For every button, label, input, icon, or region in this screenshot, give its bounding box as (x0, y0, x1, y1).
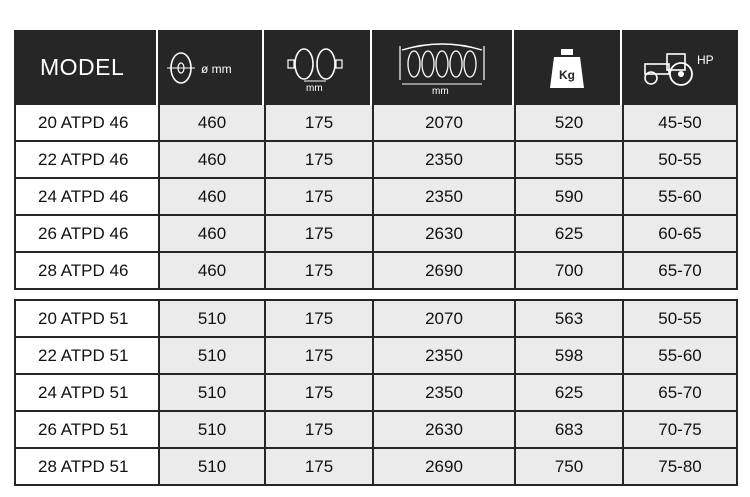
disc-diameter-cell: 510 (158, 338, 264, 373)
disc-spacing-cell: 175 (264, 449, 372, 484)
header-weight (514, 30, 622, 105)
model-cell: 22 ATPD 51 (14, 338, 158, 373)
weight-cell: 625 (514, 216, 622, 251)
working-width-cell: 2070 (372, 105, 514, 140)
disc-spacing-cell: 175 (264, 216, 372, 251)
working-width-label: mm (432, 85, 449, 96)
working-width-cell: 2690 (372, 449, 514, 484)
table-row (14, 177, 738, 214)
power-cell: 55-60 (622, 179, 738, 214)
weight-cell: 555 (514, 142, 622, 177)
table-row (14, 336, 738, 373)
disc-diameter-cell: 460 (158, 105, 264, 140)
table-group-51 (14, 299, 738, 486)
disc-spacing-cell: 175 (264, 412, 372, 447)
disc-diameter-cell: 460 (158, 253, 264, 288)
working-width-cell: 2350 (372, 338, 514, 373)
disc-spacing-cell: 175 (264, 301, 372, 336)
power-cell: 45-50 (622, 105, 738, 140)
working-width-cell: 2350 (372, 142, 514, 177)
header-model: MODEL (14, 30, 158, 105)
working-width-cell: 2690 (372, 253, 514, 288)
power-cell: 50-55 (622, 142, 738, 177)
disc-spacing-cell: 175 (264, 338, 372, 373)
model-cell: 26 ATPD 51 (14, 412, 158, 447)
power-cell: 75-80 (622, 449, 738, 484)
table-row (14, 251, 738, 288)
model-cell: 22 ATPD 46 (14, 142, 158, 177)
disc-spacing-cell: 175 (264, 375, 372, 410)
model-cell: 20 ATPD 46 (14, 105, 158, 140)
disc-spacing-icon (282, 43, 352, 93)
weight-icon (547, 46, 587, 90)
working-width-cell: 2630 (372, 412, 514, 447)
header-working-width (372, 30, 514, 105)
power-cell: 70-75 (622, 412, 738, 447)
table-row (14, 105, 738, 140)
weight-cell: 683 (514, 412, 622, 447)
weight-cell: 700 (514, 253, 622, 288)
tractor-icon (637, 48, 723, 88)
power-cell: 65-70 (622, 253, 738, 288)
weight-cell: 590 (514, 179, 622, 214)
weight-cell: 520 (514, 105, 622, 140)
disc-diameter-cell: 510 (158, 412, 264, 447)
model-cell: 26 ATPD 46 (14, 216, 158, 251)
group-spacer (14, 290, 738, 299)
power-cell: 55-60 (622, 338, 738, 373)
model-cell: 24 ATPD 46 (14, 179, 158, 214)
disc-spacing-cell: 175 (264, 253, 372, 288)
model-cell: 24 ATPD 51 (14, 375, 158, 410)
model-cell: 28 ATPD 51 (14, 449, 158, 484)
working-width-icon (392, 40, 492, 96)
weight-cell: 625 (514, 375, 622, 410)
header-disc-diameter (158, 30, 264, 105)
power-cell: 65-70 (622, 375, 738, 410)
disc-diameter-cell: 510 (158, 301, 264, 336)
model-cell: 28 ATPD 46 (14, 253, 158, 288)
disc-diameter-cell: 460 (158, 216, 264, 251)
weight-cell: 750 (514, 449, 622, 484)
disc-diameter-label: ø mm (201, 61, 232, 76)
disc-diameter-cell: 460 (158, 179, 264, 214)
weight-cell: 598 (514, 338, 622, 373)
power-label: HP (697, 52, 714, 67)
disc-diameter-cell: 460 (158, 142, 264, 177)
disc-diameter-cell: 510 (158, 375, 264, 410)
power-cell: 50-55 (622, 301, 738, 336)
working-width-cell: 2350 (372, 179, 514, 214)
table-header (14, 30, 738, 105)
spec-table (14, 30, 738, 486)
working-width-cell: 2630 (372, 216, 514, 251)
table-row (14, 447, 738, 484)
working-width-cell: 2350 (372, 375, 514, 410)
weight-cell: 563 (514, 301, 622, 336)
header-disc-spacing (264, 30, 372, 105)
working-width-cell: 2070 (372, 301, 514, 336)
weight-label: Kg (559, 67, 575, 82)
table-row (14, 214, 738, 251)
disc-diameter-cell: 510 (158, 449, 264, 484)
model-cell: 20 ATPD 51 (14, 301, 158, 336)
disc-diameter-icon (165, 48, 255, 88)
table-row (14, 140, 738, 177)
disc-spacing-cell: 175 (264, 142, 372, 177)
disc-spacing-cell: 175 (264, 179, 372, 214)
disc-spacing-cell: 175 (264, 105, 372, 140)
table-group-46 (14, 105, 738, 290)
disc-spacing-label: mm (306, 82, 323, 93)
header-power (622, 30, 738, 105)
table-row (14, 373, 738, 410)
table-row (14, 301, 738, 336)
table-row (14, 410, 738, 447)
power-cell: 60-65 (622, 216, 738, 251)
